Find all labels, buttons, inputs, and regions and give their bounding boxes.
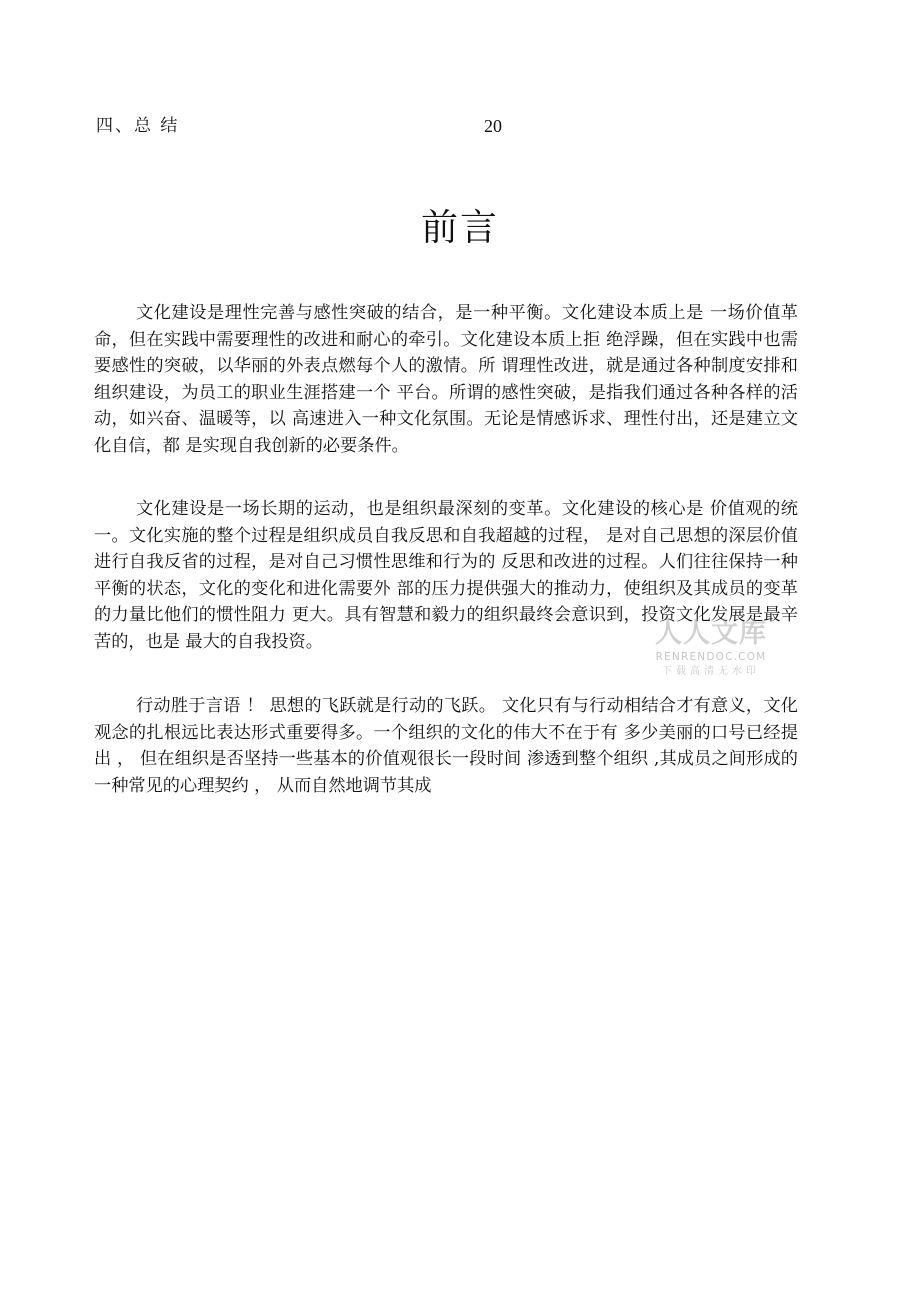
toc-entry-title: 四、总 结 <box>96 116 180 136</box>
watermark-tagline: 下载高清无水印 <box>662 666 760 677</box>
watermark-logo: 人人文库 <box>655 618 767 649</box>
watermark-site: RENRENDOC.COM <box>655 651 767 663</box>
page-heading: 前言 <box>421 206 499 249</box>
toc-entry-page-number: 20 <box>484 116 502 136</box>
body-paragraph-1: 文化建设是理性完善与感性突破的结合，是一种平衡。文化建设本质上是 一场价值革命，但在实践中需要理性的改进和耐心的牵引。文化建设本质上拒 绝浮躁，但在实践中也需要感性的突破，以华丽的外表点燃每个人的激情。所 谓理性改进，就是通过各种制度安排和组织建设，为员工的职业生涯搭建一个 平台。所谓的感性突破，是指我们通过各种各样的活动，如兴奋、温暖等，以 高速进入一种文化氛围。无论是情感诉求、理性付出，还是建立文化自信，都 是实现自我创新的必要条件。 <box>94 303 798 456</box>
body-paragraph-3: 行动胜于言语 ！ 思想的飞跃就是行动的飞跃。 文化只有与行动相结合才有意义，文化观念的扎根远比表达形式重要得多。一个组织的文化的伟大不在于有 多少美丽的口号已经提出 ， 但在组织是否坚持一些基本的价值观很长一段时间 渗透到整个组织 ,其成员之间形成的一种常见的心理契约 ， 从而自然地调节其成 <box>94 696 798 796</box>
body-paragraph-2: 文化建设是一场长期的运动，也是组织最深刻的变革。文化建设的核心是 价值观的统一。文化实施的整个过程是组织成员自我反思和自我超越的过程， 是对自己思想的深层价值进行自我反省的过程，是对自己习惯性思维和行为的 反思和改进的过程。人们往往保持一种平衡的状态，文化的变化和进化需要外 部的压力提供强大的推动力，使组织及其成员的变革的力量比他们的惯性阻力 更大。具有智慧和毅力的组织最终会意识到，投资文化发展是最辛苦的，也是 最大的自我投资。 <box>94 499 798 652</box>
toc-entry <box>96 113 516 139</box>
